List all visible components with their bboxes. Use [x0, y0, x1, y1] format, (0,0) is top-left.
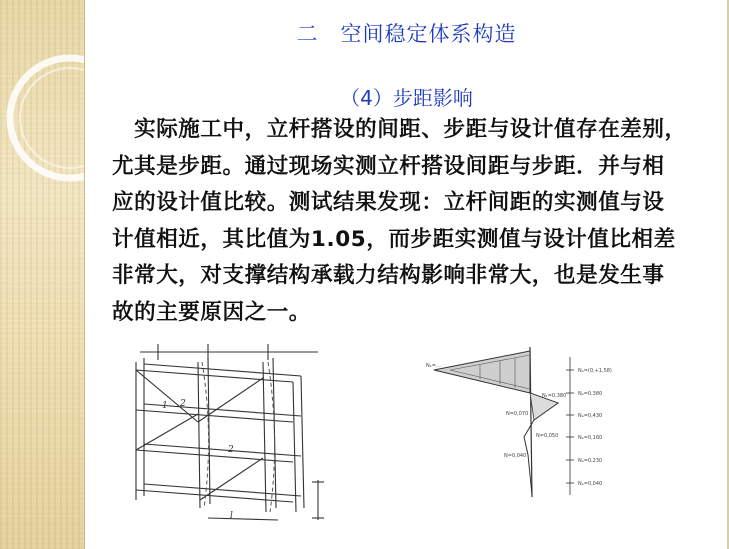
section-subtitle: （4）步距影响	[340, 86, 473, 110]
svg-text:Nₐ=0,160: Nₐ=0,160	[578, 435, 603, 441]
paragraph-line: 实际施工中，立杆搭设的间距、步距与设计值存在差别，	[112, 117, 687, 142]
title-text: 空间稳定体系构造	[340, 22, 517, 46]
paragraph-line: 尤其是步距。通过现场实测立杆搭设间距与步距．并与相	[112, 153, 665, 179]
paragraph-line: 非常大，对支撑结构承载力结构影响非常大，也是发生事	[112, 263, 665, 288]
svg-text:2: 2	[228, 445, 234, 455]
svg-text:Nₐ=0,230: Nₐ=0,230	[578, 458, 603, 464]
svg-text:N₁=…: N₁=…	[426, 363, 441, 369]
svg-text:Nₐ=0,380: Nₐ=0,380	[578, 391, 603, 397]
svg-text:1: 1	[162, 401, 168, 411]
force-distribution-drawing	[420, 345, 620, 505]
svg-text:Nₐ=0,040: Nₐ=0,040	[578, 481, 603, 487]
paragraph-line: 应的设计值比较。测试结果发现：立杆间距的实测值与设	[112, 190, 665, 215]
decorative-circle-ornament	[0, 0, 84, 549]
svg-text:Nₐ=(0,+1,58): Nₐ=(0,+1,58)	[578, 368, 612, 374]
paragraph-line: 故的主要原因之一。	[112, 299, 311, 325]
svg-text:2: 2	[180, 399, 186, 409]
slide-title	[84, 18, 729, 48]
title-number: 二	[296, 22, 319, 46]
svg-text:N=0,050: N=0,050	[536, 433, 559, 439]
body-paragraph	[112, 112, 720, 331]
decorative-parchment-strip	[0, 0, 84, 549]
svg-text:Nₐ=0,430: Nₐ=0,430	[578, 413, 603, 419]
paragraph-line: 计值相近，其比值为1.05，而步距实测值与设计值比相差	[112, 226, 676, 252]
force-distribution-figure	[420, 345, 620, 509]
scaffold-frame-figure	[118, 340, 333, 529]
svg-text:l: l	[230, 511, 233, 521]
scaffold-frame-drawing	[118, 340, 333, 525]
svg-text:N=0,070: N=0,070	[506, 411, 529, 417]
svg-text:N₁=0,380: N₁=0,380	[542, 393, 567, 399]
svg-text:N=0,040: N=0,040	[504, 453, 527, 459]
